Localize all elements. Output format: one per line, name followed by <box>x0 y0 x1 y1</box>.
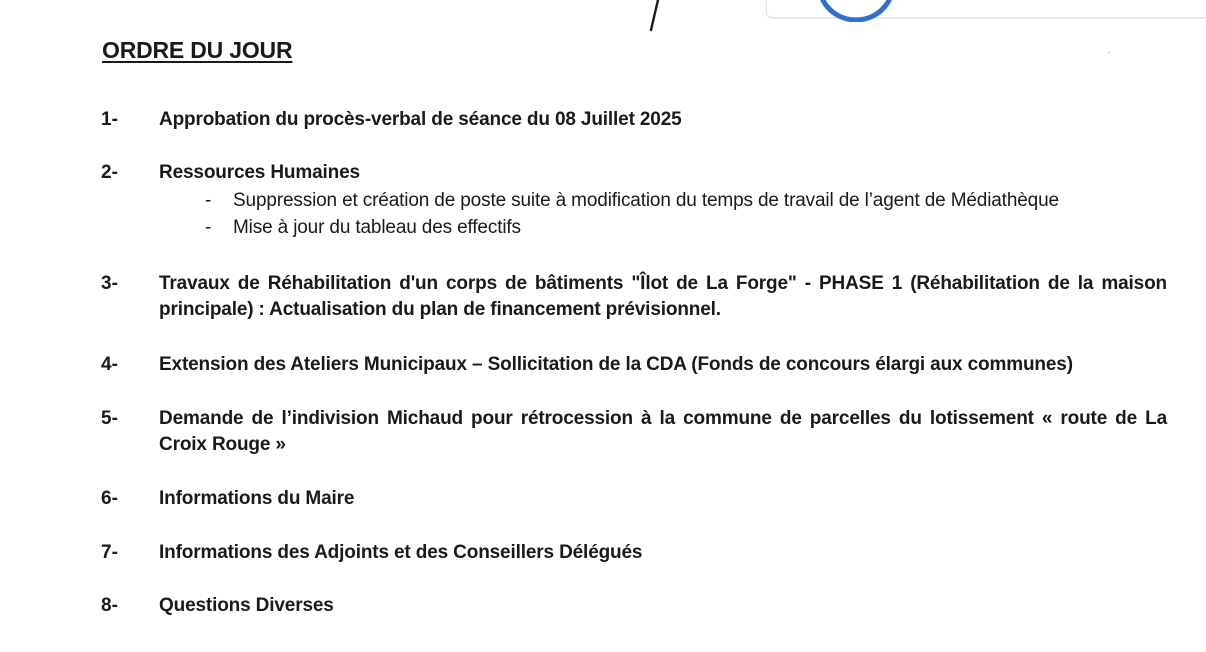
item-number: 4- <box>101 354 118 375</box>
sub-item <box>205 187 1167 214</box>
agenda-item-8 <box>101 593 1167 619</box>
pen-stroke <box>648 0 662 32</box>
item-text: Travaux de Réhabilitation d'un corps de bâtiments "Îlot de La Forge" - PHASE 1 (Réhabilitation de la maison principale) : Actualisation du plan de financement prévisionnel. <box>159 273 1167 320</box>
sub-item-text: Suppression et création de poste suite à modification du temps de travail de l’agent de Médiathèque <box>233 190 1059 211</box>
item-text: Ressources Humaines <box>159 162 360 183</box>
agenda-item-2 <box>101 160 1167 241</box>
item-text: Informations du Maire <box>159 488 355 509</box>
item-number: 5- <box>101 408 118 429</box>
item-number: 2- <box>101 162 118 183</box>
item-text: Extension des Ateliers Municipaux – Sollicitation de la CDA (Fonds de concours élargi aux communes) <box>159 354 1073 375</box>
sub-item-marker: - <box>205 217 212 238</box>
item-number: 8- <box>101 595 118 616</box>
scan-speck <box>1108 52 1110 53</box>
item-number: 6- <box>101 488 118 509</box>
agenda-item-5 <box>101 406 1167 458</box>
sub-item-marker: - <box>205 190 212 211</box>
page-title: ORDRE DU JOUR <box>102 37 293 63</box>
item-number: 3- <box>101 273 118 294</box>
sub-item-text: Mise à jour du tableau des effectifs <box>233 217 521 238</box>
agenda-item-3 <box>101 271 1167 323</box>
agenda-item-4 <box>101 352 1167 378</box>
agenda-item-6 <box>101 486 1167 512</box>
item-number: 7- <box>101 542 118 563</box>
item-text: Informations des Adjoints et des Conseillers Délégués <box>159 542 643 563</box>
sub-item-list <box>101 187 1167 241</box>
item-text: Questions Diverses <box>159 595 334 616</box>
item-text: Demande de l’indivision Michaud pour rétrocession à la commune de parcelles du lotissement « route de La Croix Rouge » <box>159 408 1167 455</box>
item-text: Approbation du procès-verbal de séance du 08 Juillet 2025 <box>159 109 682 130</box>
sub-item <box>205 214 1167 241</box>
agenda-item-1 <box>101 107 1167 133</box>
agenda-item-7 <box>101 540 1167 566</box>
seal-icon <box>816 0 896 22</box>
item-number: 1- <box>101 109 118 130</box>
